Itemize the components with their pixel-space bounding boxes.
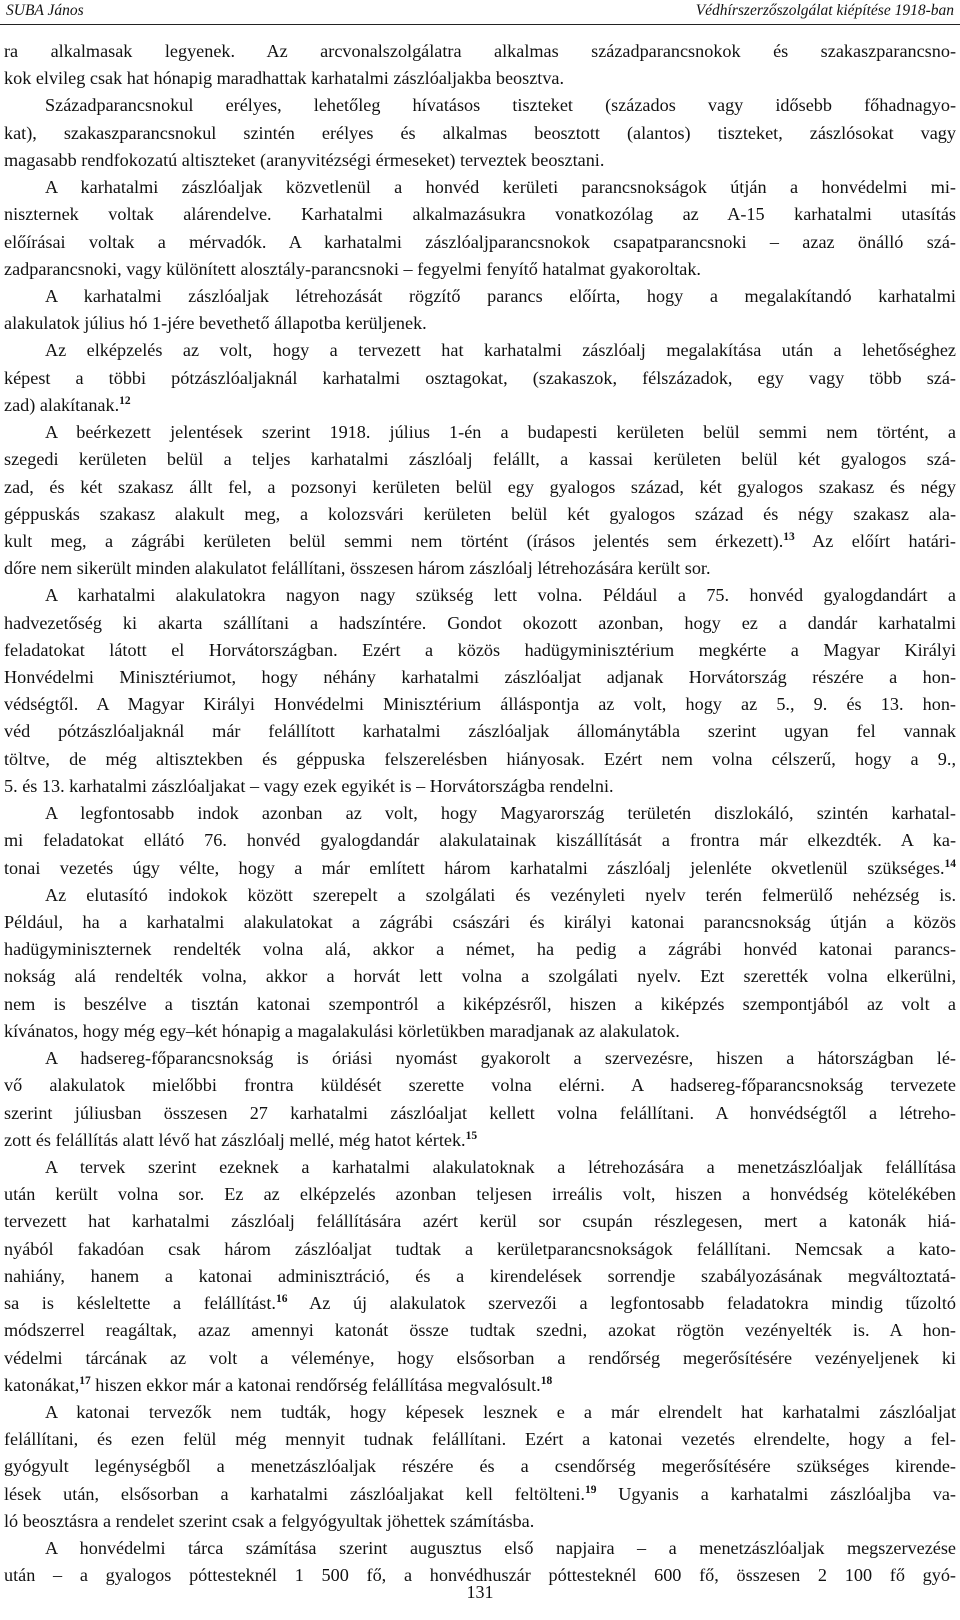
line-text: kívánatos, hogy még egy–két hónapig a magalakulási körletükben maradjanak az alakulatok. <box>4 1020 680 1041</box>
line-text: módszerrel reagáltak, azaz amennyi katonát össze tudtak szedni, azokat rögtön vezényelték is. A hon- <box>4 1320 956 1341</box>
text-line <box>4 800 956 827</box>
text-line <box>4 337 956 364</box>
page-number: 131 <box>466 1582 494 1602</box>
line-text: ló beosztásra a rendelet szerint csak a felgyógyultak jöhettek számításba. <box>4 1510 535 1531</box>
text-line <box>4 474 956 501</box>
text-line <box>4 1453 956 1480</box>
text-line <box>4 882 956 909</box>
body-text <box>4 38 956 1589</box>
text-line <box>4 1181 956 1208</box>
running-header <box>0 0 960 26</box>
line-text: tonai vezetés úgy vélte, hogy a már említett három karhatalmi zászlóalj jelenléte okvetlenül szükséges. <box>4 857 945 878</box>
line-text: dőre nem sikerült minden alakulatot felállítani, összesen három zászlóalj létrehozására került sor. <box>4 558 711 579</box>
line-text: kult meg, a zágrábi kerületen belül semmi nem történt (írásos jelentés sem érkezett). <box>4 530 784 551</box>
line-text: Például, ha a karhatalmi alakulatokat a zágrábi császári és királyi katonai parancsnokság útján a közös <box>4 912 956 932</box>
line-text: lések után, elsősorban a karhatalmi zászlóaljakat kell feltölteni. <box>4 1483 585 1504</box>
header-author: SUBA János <box>6 2 84 19</box>
line-text: vő alakulatok mielőbbi frontra küldését szerette volna elérni. A hadsereg-főparancsnokság tervezete <box>4 1075 956 1096</box>
line-text: védségtől. A Magyar Királyi Honvédelmi Minisztérium álláspontja az volt, hogy az 5., 9. és 13. hon- <box>4 694 956 715</box>
line-text: zad, és két szakasz állt fel, a pozsonyi kerületen belül egy gyalogos század, két gyalogos szakasz és négy <box>4 476 956 497</box>
footnote-ref: 19 <box>584 1483 597 1496</box>
text-line <box>4 610 956 637</box>
line-text: töltve, de még altisztekben és géppuska felszerelésben hiányosak. Ezért nem volna célszerű, hogy a 9., <box>4 748 956 769</box>
line-text: A katonai tervezők nem tudták, hogy képesek lesznek e a már elrendelt hat karhatalmi zászlóaljat <box>45 1401 956 1422</box>
text-line <box>4 1399 956 1426</box>
text-line <box>4 1045 956 1072</box>
line-text: szerint júliusban összesen 27 karhatalmi zászlóaljat kellett volna felállítani. A honvédségtől a létreho- <box>4 1102 956 1123</box>
text-line <box>4 392 956 419</box>
text-line <box>4 936 956 963</box>
line-text: kat), szakaszparancsnokul szintén erélyes és alkalmas beosztott (alantos) tiszteket, zászlósokat vagy <box>4 122 956 143</box>
text-line <box>4 1290 956 1317</box>
text-line <box>4 65 956 92</box>
line-text: A karhatalmi zászlóaljak közvetlenül a honvéd kerületi parancsnokságok útján a honvédelmi mi- <box>45 177 956 198</box>
line-text: katonákat, <box>4 1374 80 1395</box>
line-text: A beérkezett jelentések szerint 1918. július 1-én a budapesti kerületen belül semmi nem történt, a <box>45 422 956 443</box>
text-line <box>4 256 956 283</box>
text-line <box>4 991 956 1018</box>
text-line <box>4 1208 956 1235</box>
text-line <box>4 1481 956 1508</box>
line-text: magasabb rendfokozatú altiszteket (aranyvitézségi érmeseket) terveztek beosztani. <box>4 149 605 170</box>
line-text: nokság alá rendelték volna, akkor a horvát lett volna a szolgálati nyelv. Ezt szerették volna elkerülni, <box>4 966 956 987</box>
line-text: sa is késleltette a felállítást. <box>4 1293 276 1314</box>
text-line <box>4 1127 956 1154</box>
text-line <box>4 1345 956 1372</box>
text-line <box>4 174 956 201</box>
line-text: hiszen ekkor már a katonai rendőrség felállítása megvalósult. <box>90 1374 541 1395</box>
line-text: hadvezetőség ki akarta szállítani a hadszíntére. Gondot okozott azonban, hogy ez a dandár karhatalmi <box>4 612 956 633</box>
text-line <box>4 1154 956 1181</box>
line-text: kok elvileg csak hat hónapig maradhattak karhatalmi zászlóaljakba beosztva. <box>4 68 565 89</box>
footnote-ref: 13 <box>783 530 795 543</box>
text-line <box>4 419 956 446</box>
header-rule <box>0 24 960 25</box>
footnote-ref: 18 <box>540 1374 553 1387</box>
text-line <box>4 1508 956 1535</box>
text-line <box>4 1263 956 1290</box>
text-line <box>4 691 956 718</box>
text-line <box>4 528 956 555</box>
header-title: Védhírszerzőszolgálat kiépítése 1918-ban <box>695 2 954 19</box>
line-text: tervezett hat karhatalmi zászlóalj felállítására azért kerül sor csupán részlegesen, mert a katonák hiá- <box>4 1211 956 1232</box>
text-line <box>4 1072 956 1099</box>
line-text: 5. és 13. karhatalmi zászlóaljakat – vagy ezek egyikét is – Horvátországba rendelni. <box>4 775 614 796</box>
text-line <box>4 92 956 119</box>
line-text: ra alkalmasak legyenek. Az arcvonalszolgálatra alkalmas századparancsnokok és szakaszparancsno- <box>4 41 956 61</box>
text-line <box>4 229 956 256</box>
text-line <box>4 827 956 854</box>
text-line <box>4 1535 956 1562</box>
text-line <box>4 718 956 745</box>
footnote-ref: 12 <box>119 394 131 407</box>
line-text: A karhatalmi zászlóaljak létrehozását rögzítő parancs előírta, hogy a megalakítandó karhatalmi <box>45 285 956 306</box>
line-text: nem is beszélve a tisztán katonai szempontról a kiképzésről, hiszen a kiképzés szempontjából az volt a <box>4 993 956 1014</box>
line-text: A legfontosabb indok azonban az volt, hogy Magyarország területén diszlokáló, szintén karhatal- <box>45 803 956 824</box>
text-line <box>4 310 956 337</box>
footnote-ref: 14 <box>944 857 956 870</box>
line-text: zad) alakítanak. <box>4 394 120 415</box>
text-line <box>4 501 956 528</box>
text-line <box>4 365 956 392</box>
line-text: hadügyminiszternek rendelték volna alá, akkor a német, ha pedig a zágrábi honvéd katonai parancs- <box>4 939 956 960</box>
text-line <box>4 909 956 936</box>
line-text: zott és felállítás alatt lévő hat zászlóalj mellé, még hatot kértek. <box>4 1129 466 1150</box>
line-text: nyából fakadóan csak három zászlóaljat tudtak a kerületparancsnokságok felállítani. Nemcsak a kato- <box>4 1238 956 1259</box>
text-line <box>4 637 956 664</box>
text-line <box>4 1100 956 1127</box>
line-text: Honvédelmi Minisztériumot, hogy néhány karhatalmi zászlóaljat adjanak Horvátország részére a hon- <box>4 667 956 688</box>
line-text: A hadsereg-főparancsnokság is óriási nyomást gyakorolt a szervezésre, hiszen a hátországban lé- <box>45 1048 956 1069</box>
text-line <box>4 773 956 800</box>
text-line <box>4 855 956 882</box>
text-line <box>4 555 956 582</box>
text-line <box>4 283 956 310</box>
line-text: A tervek szerint ezeknek a karhatalmi alakulatoknak a létrehozására a menetzászlóaljak felállítása <box>45 1156 956 1177</box>
line-text: feladatokat látott el Horvátországban. Ezért a közös hadügyminisztérium megkérte a Magyar Királyi <box>4 639 956 660</box>
text-line <box>4 446 956 473</box>
text-line <box>4 582 956 609</box>
line-text: védelmi tárcának az volt a véleménye, hogy elsősorban a rendőrség megerősítésére vezényeljenek ki <box>4 1347 956 1368</box>
text-line <box>4 664 956 691</box>
line-text: véd pótzászlóaljaknál már felállított karhatalmi zászlóaljak állománytábla szerint ugyan fel vannak <box>4 721 956 742</box>
text-line <box>4 120 956 147</box>
footnote-ref: 15 <box>465 1129 478 1142</box>
line-text: géppuskás szakasz alakult meg, a kolozsvári kerületen belül két gyalogos század és négy szakasz ala- <box>4 503 956 524</box>
text-line <box>4 1317 956 1344</box>
line-text: zadparancsnoki, vagy különített alosztály-parancsnoki – fegyelmi fenyítő hatalmat gyakoroltak. <box>4 258 701 279</box>
line-text: Az előírt határi- <box>794 530 956 551</box>
line-text: Századparancsnokul erélyes, lehetőleg hívatásos tiszteket (százados vagy idősebb főhadnagyo- <box>45 95 956 116</box>
text-line <box>4 1372 956 1399</box>
line-text: felállítani, és ezen felül még mennyit tudnak felállítani. Ezért a katonai vezetés elrendelte, hogy a fel- <box>4 1429 956 1450</box>
line-text: A honvédelmi tárca számítása szerint augusztus első napjaira – a menetzászlóaljak megszervezése <box>45 1538 956 1559</box>
line-text: Ugyanis a karhatalmi zászlóaljba va- <box>596 1483 956 1504</box>
footnote-ref: 16 <box>275 1293 288 1306</box>
line-text: Az elutasító indokok között szerepelt a szolgálati és vezényleti nyelv terén felmerülő nehézség is. <box>45 884 956 905</box>
text-line <box>4 1018 956 1045</box>
line-text: előírásai voltak a mérvadók. A karhatalmi zászlóaljparancsnokok csapatparancsnoki – azaz önálló szá- <box>4 231 956 252</box>
line-text: után került volna sor. Ez az elképzelés azonban teljesen irreális volt, hiszen a honvédség kötelékében <box>4 1184 956 1205</box>
line-text: után – a gyalogos póttesteknél 1 500 fő, a honvédhuszár póttesteknél 600 fő, összesen 2 100 fő gyó- <box>4 1565 956 1586</box>
text-line <box>4 1236 956 1263</box>
line-text: Az új alakulatok szervezői a legfontosabb feladatokra mindig tűzoltó <box>287 1293 956 1314</box>
line-text: mi feladatokat ellátó 76. honvéd gyalogdandár alakulatainak kiszállítását a frontra már elkezdték. A ka- <box>4 830 956 851</box>
text-line <box>4 38 956 65</box>
line-text: niszternek voltak alárendelve. Karhatalmi alkalmazásukra vonatkozólag az A-15 karhatalmi utasítás <box>4 204 956 225</box>
text-line <box>4 147 956 174</box>
line-text: gyógyult legénységből a menetzászlóaljak részére és a csendőrség megerősítésére szükséges kirende- <box>4 1456 956 1477</box>
line-text: Az elképzelés az volt, hogy a tervezett hat karhatalmi zászlóalj megalakítása után a lehetőséghez <box>45 340 956 361</box>
footnote-ref: 17 <box>79 1374 91 1387</box>
line-text: A karhatalmi alakulatokra nagyon nagy szükség lett volna. Például a 75. honvéd gyalogdandárt a <box>45 585 956 606</box>
line-text: alakulatok július hó 1-jére bevethető állapotba kerüljenek. <box>4 313 427 334</box>
text-line <box>4 201 956 228</box>
text-line <box>4 963 956 990</box>
line-text: szegedi kerületen belül a teljes karhatalmi zászlóalj felállt, a kassai kerületen belül két gyalogos szá- <box>4 449 956 470</box>
line-text: nahiány, hanem a katonai adminisztráció, és a kirendelések sorrendje szabályozásának megváltoztatá- <box>4 1265 956 1286</box>
line-text: képest a többi pótzászlóaljaknál karhatalmi osztagokat, (szakaszok, félszázadok, egy vagy több szá- <box>4 367 956 388</box>
text-line <box>4 746 956 773</box>
text-line <box>4 1426 956 1453</box>
